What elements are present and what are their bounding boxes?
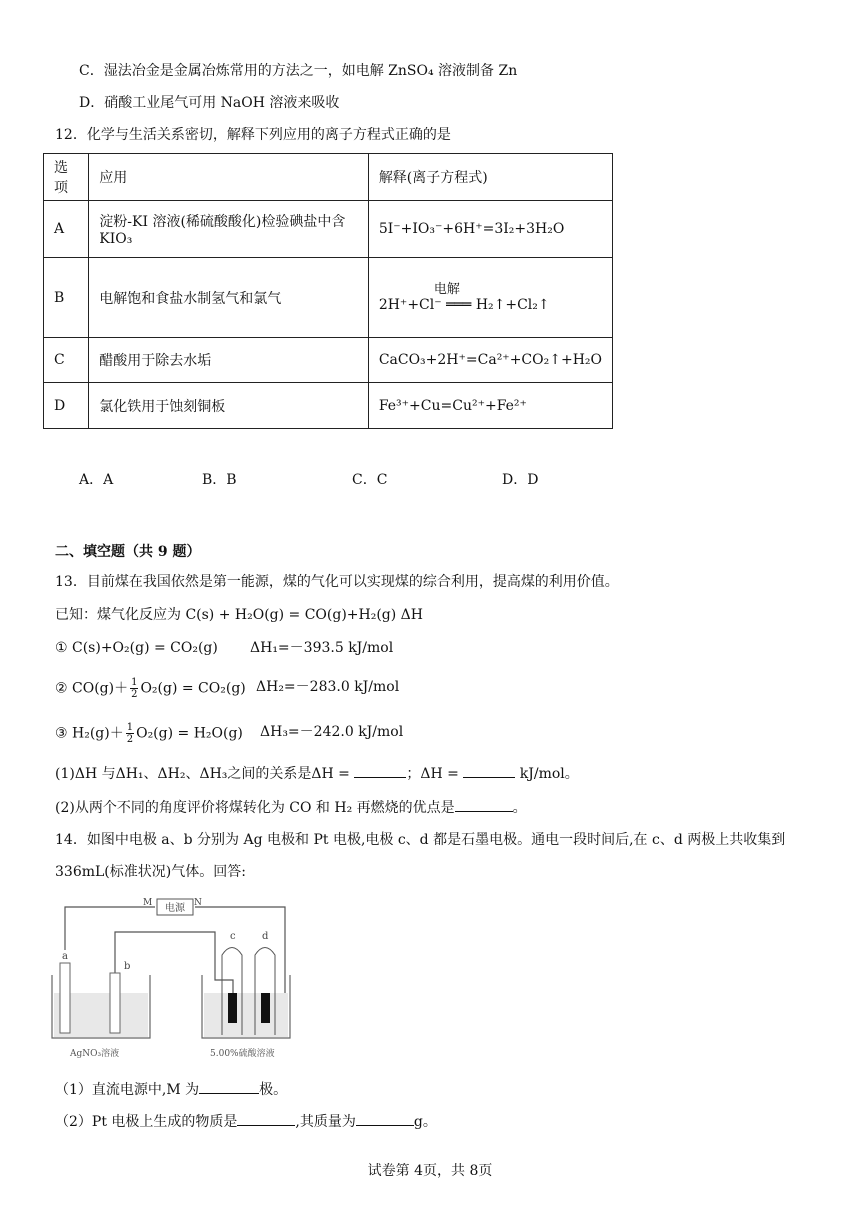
table-row — [44, 258, 613, 338]
q13-part2-text: (2)从两个不同的角度评价将煤转化为 CO 和 H₂ 再燃烧的优点是 — [55, 800, 455, 816]
power-label: 电源 — [165, 903, 185, 914]
section-heading: 二、填空题（共 9 题） — [55, 544, 201, 560]
fraction-half — [130, 677, 138, 700]
fraction-numerator: 1 — [131, 677, 138, 688]
choice-b[interactable]: B．B — [202, 472, 237, 488]
option-d-text: D．硝酸工业尾气可用 NaOH 溶液来吸收 — [79, 95, 340, 111]
equation-1: ① C(s)+O₂(g) = CO₂(g) — [55, 640, 218, 656]
table-header-row — [44, 154, 613, 201]
electrolysis-condition: 电解 — [433, 281, 460, 297]
table-row — [44, 201, 613, 258]
row-application: 氯化铁用于蚀刻铜板 — [89, 383, 369, 429]
wire — [195, 907, 285, 955]
answer-blank[interactable] — [455, 797, 513, 812]
header-explanation: 解释(离子方程式) — [368, 154, 612, 201]
equation-3-part: O₂(g) = H₂O(g) — [136, 725, 243, 742]
choice-c[interactable]: C．C — [352, 472, 388, 488]
option-c-text: C．湿法冶金是金属冶炼常用的方法之一，如电解 ZnSO₄ 溶液制备 Zn — [79, 63, 518, 79]
choice-a[interactable]: A．A — [79, 472, 114, 488]
row-application: 醋酸用于除去水垢 — [89, 338, 369, 383]
table-row — [44, 338, 613, 383]
q13-part1-text: ；ΔH = — [406, 766, 459, 782]
row-equation: 2H⁺+Cl⁻ ═══ H₂↑+Cl₂↑ — [378, 296, 550, 313]
label-b: b — [124, 961, 131, 972]
q14-part1-text: （1）直流电源中,M 为 — [55, 1082, 200, 1098]
q13-part1 — [55, 763, 579, 784]
row-equation-cell — [368, 258, 612, 338]
electrolysis-figure — [50, 895, 300, 1065]
caption-h2so4: 5.00%硫酸溶液 — [210, 1049, 275, 1059]
answer-blank[interactable] — [199, 1079, 259, 1094]
row-option: B — [44, 258, 89, 338]
delta-h1: ΔH₁=－393.5 kJ/mol — [250, 640, 394, 656]
question-12-stem: 12．化学与生活关系密切，解释下列应用的离子方程式正确的是 — [55, 127, 451, 143]
row-equation: Fe³⁺+Cu=Cu²⁺+Fe²⁺ — [368, 383, 612, 429]
header-option: 选项 — [44, 154, 89, 201]
q14-part1 — [55, 1079, 287, 1100]
electrode-c — [228, 993, 237, 1023]
answer-blank[interactable] — [237, 1111, 295, 1126]
question-13-known: 已知：煤气化反应为 C(s) + H₂O(g) = CO(g)+H₂(g) ΔH — [55, 607, 423, 623]
q14-part2 — [55, 1111, 437, 1132]
fraction-numerator: 1 — [126, 722, 134, 733]
row-option: C — [44, 338, 89, 383]
fraction-half — [126, 722, 134, 745]
row-equation: CaCO₃+2H⁺=Ca²⁺+CO₂↑+H₂O — [368, 338, 612, 383]
q13-part1-text: (1)ΔH 与ΔH₁、ΔH₂、ΔH₃之间的关系是ΔH = — [55, 766, 350, 782]
table-row — [44, 383, 613, 429]
fraction-denominator: 2 — [126, 734, 134, 745]
header-application: 应用 — [89, 154, 369, 201]
question-13-stem: 13．目前煤在我国依然是第一能源，煤的气化可以实现煤的综合利用，提高煤的利用价值。 — [55, 574, 619, 590]
q14-part2-text: （2）Pt 电极上生成的物质是 — [55, 1114, 238, 1130]
row-application: 电解饱和食盐水制氢气和氯气 — [89, 258, 369, 338]
electrode-b — [110, 973, 120, 1033]
terminal-m: M — [143, 898, 153, 908]
question-14-stem-line1: 14．如图中电极 a、b 分别为 Ag 电极和 Pt 电极,电极 c、d 都是石墨电极。通电一段时间后,在 c、d 两极上共收集到 — [55, 832, 786, 848]
electrode-a — [60, 963, 70, 1033]
delta-h2: ΔH₂=－283.0 kJ/mol — [256, 679, 400, 695]
equation-3-part: ③ H₂(g)＋ — [55, 725, 124, 742]
label-c: c — [230, 931, 236, 942]
row-option: D — [44, 383, 89, 429]
answer-blank[interactable] — [463, 763, 515, 778]
page-footer: 试卷第 4页，共 8页 — [367, 1163, 493, 1179]
fraction-denominator: 2 — [131, 689, 138, 700]
question-14-stem-line2: 336mL(标准状况)气体。回答: — [55, 864, 246, 880]
row-equation: 5I⁻+IO₃⁻+6H⁺=3I₂+3H₂O — [368, 201, 612, 258]
equation-2-part: O₂(g) = CO₂(g) — [140, 680, 246, 697]
q13-part1-text: kJ/mol。 — [519, 766, 579, 782]
caption-agno3: AgNO₃溶液 — [70, 1049, 120, 1059]
answer-blank[interactable] — [356, 1111, 414, 1126]
q14-part1-text: 极。 — [259, 1082, 288, 1098]
delta-h3: ΔH₃=－242.0 kJ/mol — [260, 724, 404, 740]
row-option: A — [44, 201, 89, 258]
answer-blank[interactable] — [354, 763, 406, 778]
equation-3 — [55, 722, 243, 745]
choice-d[interactable]: D．D — [502, 472, 539, 488]
equation-2-part: ② CO(g)＋ — [55, 680, 129, 697]
terminal-n: N — [194, 898, 202, 908]
row-application: 淀粉-KI 溶液(稀硫酸酸化)检验碘盐中含 KIO₃ — [89, 201, 369, 258]
wire — [65, 907, 155, 950]
q13-part2 — [55, 797, 527, 818]
q14-part2-text: g。 — [413, 1114, 437, 1130]
question-12-table — [43, 153, 613, 429]
q14-part2-text: ,其质量为 — [295, 1114, 356, 1130]
equation-2 — [55, 677, 246, 700]
q13-part2-text: 。 — [512, 800, 527, 816]
label-a: a — [62, 951, 68, 962]
label-d: d — [262, 931, 269, 942]
electrode-d — [261, 993, 270, 1023]
